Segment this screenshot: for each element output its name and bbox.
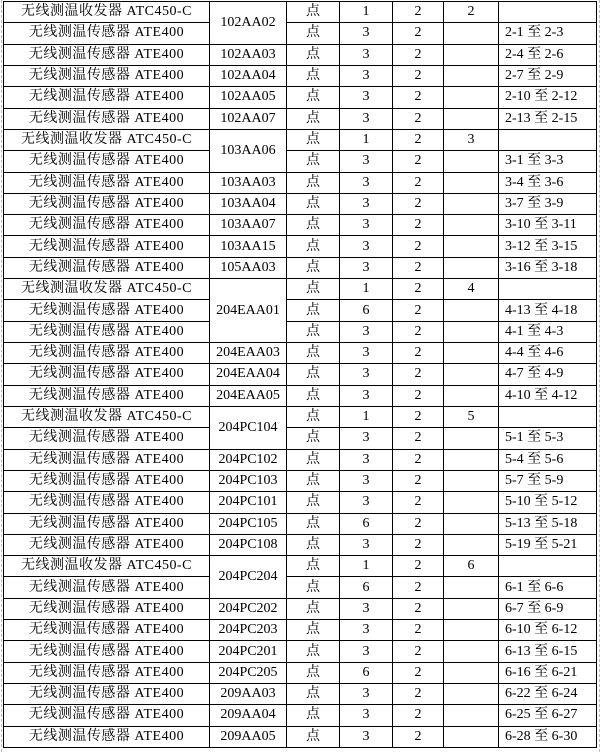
point-range-cell: 5-19 至 5-21 <box>499 534 597 555</box>
device-name-cell: 无线测温传感器 ATE400 <box>4 108 210 129</box>
group-number-cell <box>444 23 499 44</box>
device-code-cell: 103AA15 <box>210 236 287 257</box>
channel-cell: 2 <box>393 108 444 129</box>
channel-cell: 2 <box>393 449 444 470</box>
point-count-cell: 3 <box>340 598 393 619</box>
channel-cell: 2 <box>393 2 444 23</box>
channel-cell: 2 <box>393 705 444 726</box>
device-name-cell: 无线测温传感器 ATE400 <box>4 385 210 406</box>
point-range-cell: 6-22 至 6-24 <box>499 684 597 705</box>
channel-cell: 2 <box>393 87 444 108</box>
group-number-cell <box>444 172 499 193</box>
device-code-cell: 204PC108 <box>210 534 287 555</box>
channel-cell: 2 <box>393 577 444 598</box>
device-name-cell: 无线测温传感器 ATE400 <box>4 513 210 534</box>
table-row <box>4 23 597 44</box>
point-count-cell: 6 <box>340 513 393 534</box>
page-boundary-right <box>599 0 600 752</box>
dot-label-cell: 点 <box>287 193 340 214</box>
table-row <box>4 705 597 726</box>
group-number-cell <box>444 684 499 705</box>
device-name-cell: 无线测温传感器 ATE400 <box>4 321 210 342</box>
table-row <box>4 172 597 193</box>
point-range-cell: 6-10 至 6-12 <box>499 620 597 641</box>
table-row <box>4 151 597 172</box>
point-count-cell: 3 <box>340 449 393 470</box>
group-number-cell <box>444 44 499 65</box>
channel-cell: 2 <box>393 215 444 236</box>
group-number-cell <box>444 534 499 555</box>
group-number-cell <box>444 215 499 236</box>
device-name-cell: 无线测温传感器 ATE400 <box>4 534 210 555</box>
channel-cell: 2 <box>393 684 444 705</box>
dot-label-cell: 点 <box>287 726 340 747</box>
group-number-cell <box>444 65 499 86</box>
point-range-cell: 4-4 至 4-6 <box>499 343 597 364</box>
table-row <box>4 449 597 470</box>
point-range-cell <box>499 129 597 150</box>
point-range-cell: 6-1 至 6-6 <box>499 577 597 598</box>
point-count-cell: 3 <box>340 257 393 278</box>
device-code-cell: 103AA03 <box>210 172 287 193</box>
group-number-cell <box>444 726 499 747</box>
channel-cell: 2 <box>393 598 444 619</box>
channel-cell: 2 <box>393 556 444 577</box>
device-code-cell: 102AA02 <box>210 2 287 45</box>
point-count-cell: 3 <box>340 215 393 236</box>
device-code-cell: 209AA04 <box>210 705 287 726</box>
point-count-cell: 3 <box>340 470 393 491</box>
point-range-cell: 2-1 至 2-3 <box>499 23 597 44</box>
channel-cell: 2 <box>393 151 444 172</box>
dot-label-cell: 点 <box>287 598 340 619</box>
dot-label-cell: 点 <box>287 662 340 683</box>
group-number-cell: 4 <box>444 279 499 300</box>
device-name-cell: 无线测温传感器 ATE400 <box>4 23 210 44</box>
channel-cell: 2 <box>393 641 444 662</box>
table-row <box>4 279 597 300</box>
table-row <box>4 129 597 150</box>
device-name-cell: 无线测温传感器 ATE400 <box>4 428 210 449</box>
device-name-cell: 无线测温传感器 ATE400 <box>4 257 210 278</box>
channel-cell: 2 <box>393 492 444 513</box>
group-number-cell <box>444 87 499 108</box>
channel-cell: 2 <box>393 321 444 342</box>
dot-label-cell: 点 <box>287 2 340 23</box>
point-range-cell: 3-1 至 3-3 <box>499 151 597 172</box>
device-name-cell: 无线测温传感器 ATE400 <box>4 577 210 598</box>
channel-cell: 2 <box>393 300 444 321</box>
device-name-cell: 无线测温传感器 ATE400 <box>4 343 210 364</box>
device-code-cell: 204EAA01 <box>210 279 287 343</box>
point-range-cell: 5-7 至 5-9 <box>499 470 597 491</box>
group-number-cell <box>444 193 499 214</box>
dot-label-cell: 点 <box>287 705 340 726</box>
point-count-cell: 3 <box>340 172 393 193</box>
point-range-cell: 6-7 至 6-9 <box>499 598 597 619</box>
dot-label-cell: 点 <box>287 513 340 534</box>
channel-cell: 2 <box>393 534 444 555</box>
temperature-device-point-table <box>3 1 597 748</box>
point-range-cell: 2-7 至 2-9 <box>499 65 597 86</box>
device-code-cell: 204PC203 <box>210 620 287 641</box>
group-number-cell: 3 <box>444 129 499 150</box>
point-range-cell <box>499 406 597 427</box>
device-code-cell: 209AA05 <box>210 726 287 747</box>
device-name-cell: 无线测温传感器 ATE400 <box>4 726 210 747</box>
dot-label-cell: 点 <box>287 343 340 364</box>
dot-label-cell: 点 <box>287 428 340 449</box>
dot-label-cell: 点 <box>287 300 340 321</box>
device-code-cell: 204PC104 <box>210 406 287 449</box>
point-count-cell: 3 <box>340 364 393 385</box>
dot-label-cell: 点 <box>287 172 340 193</box>
point-range-cell: 5-10 至 5-12 <box>499 492 597 513</box>
table-row <box>4 470 597 491</box>
channel-cell: 2 <box>393 236 444 257</box>
point-range-cell: 2-4 至 2-6 <box>499 44 597 65</box>
channel-cell: 2 <box>393 406 444 427</box>
point-count-cell: 1 <box>340 279 393 300</box>
point-range-cell <box>499 2 597 23</box>
device-name-cell: 无线测温收发器 ATC450-C <box>4 556 210 577</box>
device-name-cell: 无线测温传感器 ATE400 <box>4 300 210 321</box>
device-name-cell: 无线测温传感器 ATE400 <box>4 449 210 470</box>
device-code-cell: 102AA04 <box>210 65 287 86</box>
channel-cell: 2 <box>393 428 444 449</box>
device-name-cell: 无线测温传感器 ATE400 <box>4 193 210 214</box>
device-name-cell: 无线测温收发器 ATC450-C <box>4 279 210 300</box>
point-range-cell: 3-4 至 3-6 <box>499 172 597 193</box>
point-range-cell: 3-10 至 3-11 <box>499 215 597 236</box>
device-code-cell: 102AA05 <box>210 87 287 108</box>
dot-label-cell: 点 <box>287 684 340 705</box>
device-name-cell: 无线测温传感器 ATE400 <box>4 44 210 65</box>
device-name-cell: 无线测温传感器 ATE400 <box>4 684 210 705</box>
point-count-cell: 3 <box>340 705 393 726</box>
table-row <box>4 193 597 214</box>
point-count-cell: 1 <box>340 129 393 150</box>
group-number-cell <box>444 343 499 364</box>
point-count-cell: 3 <box>340 87 393 108</box>
point-count-cell: 3 <box>340 385 393 406</box>
device-name-cell: 无线测温传感器 ATE400 <box>4 641 210 662</box>
group-number-cell <box>444 662 499 683</box>
device-code-cell: 204EAA04 <box>210 364 287 385</box>
channel-cell: 2 <box>393 364 444 385</box>
device-name-cell: 无线测温传感器 ATE400 <box>4 620 210 641</box>
group-number-cell <box>444 300 499 321</box>
dot-label-cell: 点 <box>287 129 340 150</box>
channel-cell: 2 <box>393 726 444 747</box>
device-code-cell: 204PC204 <box>210 556 287 599</box>
point-count-cell: 3 <box>340 65 393 86</box>
group-number-cell <box>444 513 499 534</box>
point-count-cell: 6 <box>340 300 393 321</box>
device-code-cell: 103AA06 <box>210 129 287 172</box>
point-count-cell: 3 <box>340 343 393 364</box>
channel-cell: 2 <box>393 44 444 65</box>
device-name-cell: 无线测温传感器 ATE400 <box>4 236 210 257</box>
table-row <box>4 300 597 321</box>
point-range-cell: 4-7 至 4-9 <box>499 364 597 385</box>
point-count-cell: 3 <box>340 44 393 65</box>
point-count-cell: 1 <box>340 2 393 23</box>
group-number-cell <box>444 620 499 641</box>
point-range-cell: 2-13 至 2-15 <box>499 108 597 129</box>
table-row <box>4 406 597 427</box>
channel-cell: 2 <box>393 172 444 193</box>
group-number-cell <box>444 492 499 513</box>
point-count-cell: 3 <box>340 620 393 641</box>
channel-cell: 2 <box>393 257 444 278</box>
device-code-cell: 204EAA05 <box>210 385 287 406</box>
device-name-cell: 无线测温传感器 ATE400 <box>4 492 210 513</box>
table-row <box>4 364 597 385</box>
dot-label-cell: 点 <box>287 108 340 129</box>
group-number-cell <box>444 321 499 342</box>
point-count-cell: 3 <box>340 23 393 44</box>
point-count-cell: 6 <box>340 662 393 683</box>
point-count-cell: 3 <box>340 151 393 172</box>
device-name-cell: 无线测温收发器 ATC450-C <box>4 2 210 23</box>
group-number-cell: 5 <box>444 406 499 427</box>
channel-cell: 2 <box>393 620 444 641</box>
table-row <box>4 257 597 278</box>
device-code-cell: 102AA07 <box>210 108 287 129</box>
channel-cell: 2 <box>393 385 444 406</box>
dot-label-cell: 点 <box>287 449 340 470</box>
device-name-cell: 无线测温收发器 ATC450-C <box>4 406 210 427</box>
point-range-cell <box>499 279 597 300</box>
table-row <box>4 343 597 364</box>
device-name-cell: 无线测温传感器 ATE400 <box>4 215 210 236</box>
table-row <box>4 385 597 406</box>
channel-cell: 2 <box>393 65 444 86</box>
table-row <box>4 321 597 342</box>
channel-cell: 2 <box>393 129 444 150</box>
point-count-cell: 3 <box>340 193 393 214</box>
point-range-cell: 3-16 至 3-18 <box>499 257 597 278</box>
dot-label-cell: 点 <box>287 279 340 300</box>
point-count-cell: 3 <box>340 236 393 257</box>
dot-label-cell: 点 <box>287 534 340 555</box>
dot-label-cell: 点 <box>287 385 340 406</box>
point-range-cell: 6-28 至 6-30 <box>499 726 597 747</box>
point-range-cell: 4-1 至 4-3 <box>499 321 597 342</box>
device-name-cell: 无线测温传感器 ATE400 <box>4 598 210 619</box>
point-count-cell: 3 <box>340 684 393 705</box>
table-row <box>4 215 597 236</box>
table-row <box>4 620 597 641</box>
table-row <box>4 44 597 65</box>
point-range-cell: 3-12 至 3-15 <box>499 236 597 257</box>
device-point-table-container <box>3 1 597 748</box>
device-name-cell: 无线测温传感器 ATE400 <box>4 705 210 726</box>
table-row <box>4 684 597 705</box>
dot-label-cell: 点 <box>287 470 340 491</box>
table-row <box>4 2 597 23</box>
point-count-cell: 3 <box>340 321 393 342</box>
channel-cell: 2 <box>393 279 444 300</box>
group-number-cell <box>444 449 499 470</box>
group-number-cell <box>444 598 499 619</box>
channel-cell: 2 <box>393 343 444 364</box>
point-range-cell: 5-13 至 5-18 <box>499 513 597 534</box>
dot-label-cell: 点 <box>287 23 340 44</box>
point-count-cell: 3 <box>340 108 393 129</box>
group-number-cell: 2 <box>444 2 499 23</box>
channel-cell: 2 <box>393 513 444 534</box>
point-range-cell: 4-13 至 4-18 <box>499 300 597 321</box>
dot-label-cell: 点 <box>287 151 340 172</box>
dot-label-cell: 点 <box>287 65 340 86</box>
dot-label-cell: 点 <box>287 492 340 513</box>
dot-label-cell: 点 <box>287 236 340 257</box>
device-code-cell: 105AA03 <box>210 257 287 278</box>
group-number-cell <box>444 151 499 172</box>
table-row <box>4 87 597 108</box>
group-number-cell <box>444 364 499 385</box>
device-name-cell: 无线测温传感器 ATE400 <box>4 65 210 86</box>
group-number-cell <box>444 470 499 491</box>
point-count-cell: 6 <box>340 577 393 598</box>
point-count-cell: 1 <box>340 406 393 427</box>
group-number-cell <box>444 385 499 406</box>
point-range-cell: 6-16 至 6-21 <box>499 662 597 683</box>
group-number-cell <box>444 705 499 726</box>
device-code-cell: 204EAA03 <box>210 343 287 364</box>
device-code-cell: 209AA03 <box>210 684 287 705</box>
table-row <box>4 726 597 747</box>
table-row <box>4 598 597 619</box>
point-range-cell: 4-10 至 4-12 <box>499 385 597 406</box>
dot-label-cell: 点 <box>287 321 340 342</box>
table-row <box>4 65 597 86</box>
device-code-cell: 204PC202 <box>210 598 287 619</box>
point-count-cell: 1 <box>340 556 393 577</box>
device-name-cell: 无线测温传感器 ATE400 <box>4 662 210 683</box>
channel-cell: 2 <box>393 193 444 214</box>
point-count-cell: 3 <box>340 492 393 513</box>
dot-label-cell: 点 <box>287 257 340 278</box>
table-body <box>4 2 597 748</box>
dot-label-cell: 点 <box>287 44 340 65</box>
table-row <box>4 641 597 662</box>
device-name-cell: 无线测温传感器 ATE400 <box>4 151 210 172</box>
point-range-cell: 2-10 至 2-12 <box>499 87 597 108</box>
table-row <box>4 534 597 555</box>
channel-cell: 2 <box>393 23 444 44</box>
channel-cell: 2 <box>393 470 444 491</box>
device-code-cell: 204PC205 <box>210 662 287 683</box>
dot-label-cell: 点 <box>287 87 340 108</box>
table-row <box>4 492 597 513</box>
group-number-cell <box>444 108 499 129</box>
point-range-cell: 5-4 至 5-6 <box>499 449 597 470</box>
dot-label-cell: 点 <box>287 641 340 662</box>
point-range-cell: 6-13 至 6-15 <box>499 641 597 662</box>
dot-label-cell: 点 <box>287 556 340 577</box>
device-code-cell: 102AA03 <box>210 44 287 65</box>
device-name-cell: 无线测温传感器 ATE400 <box>4 364 210 385</box>
table-row <box>4 513 597 534</box>
device-code-cell: 204PC201 <box>210 641 287 662</box>
point-count-cell: 3 <box>340 428 393 449</box>
table-row <box>4 556 597 577</box>
dot-label-cell: 点 <box>287 364 340 385</box>
dot-label-cell: 点 <box>287 577 340 598</box>
table-row <box>4 577 597 598</box>
table-row <box>4 108 597 129</box>
device-code-cell: 103AA04 <box>210 193 287 214</box>
device-code-cell: 204PC101 <box>210 492 287 513</box>
page-boundary-left <box>1 0 2 752</box>
table-row <box>4 662 597 683</box>
dot-label-cell: 点 <box>287 406 340 427</box>
group-number-cell: 6 <box>444 556 499 577</box>
device-name-cell: 无线测温收发器 ATC450-C <box>4 129 210 150</box>
table-row <box>4 428 597 449</box>
group-number-cell <box>444 428 499 449</box>
device-code-cell: 204PC102 <box>210 449 287 470</box>
device-name-cell: 无线测温传感器 ATE400 <box>4 87 210 108</box>
group-number-cell <box>444 641 499 662</box>
device-code-cell: 204PC105 <box>210 513 287 534</box>
group-number-cell <box>444 577 499 598</box>
group-number-cell <box>444 236 499 257</box>
device-code-cell: 204PC103 <box>210 470 287 491</box>
device-name-cell: 无线测温传感器 ATE400 <box>4 172 210 193</box>
dot-label-cell: 点 <box>287 215 340 236</box>
point-count-cell: 3 <box>340 641 393 662</box>
point-range-cell: 3-7 至 3-9 <box>499 193 597 214</box>
device-name-cell: 无线测温传感器 ATE400 <box>4 470 210 491</box>
point-range-cell: 6-25 至 6-27 <box>499 705 597 726</box>
device-code-cell: 103AA07 <box>210 215 287 236</box>
point-range-cell <box>499 556 597 577</box>
point-count-cell: 3 <box>340 726 393 747</box>
channel-cell: 2 <box>393 662 444 683</box>
point-count-cell: 3 <box>340 534 393 555</box>
group-number-cell <box>444 257 499 278</box>
point-range-cell: 5-1 至 5-3 <box>499 428 597 449</box>
table-row <box>4 236 597 257</box>
dot-label-cell: 点 <box>287 620 340 641</box>
